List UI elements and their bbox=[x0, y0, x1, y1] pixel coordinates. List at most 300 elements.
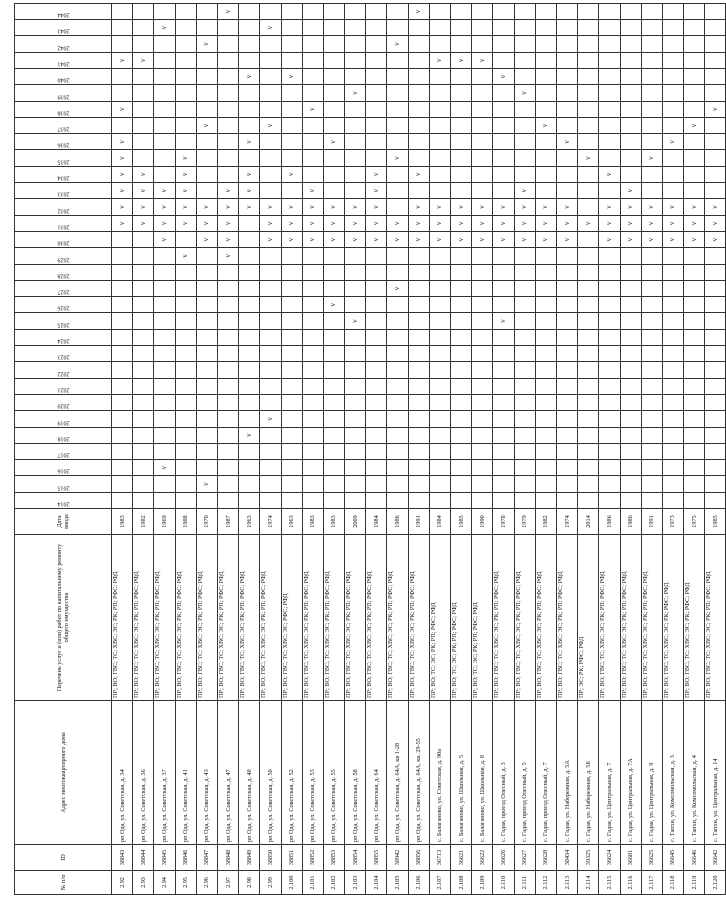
year-cell-2017 bbox=[408, 443, 429, 459]
year-cell-2025 bbox=[323, 313, 344, 329]
check-mark: v bbox=[393, 42, 402, 46]
header-id: ID bbox=[15, 845, 112, 871]
year-cell-2037 bbox=[705, 117, 726, 133]
row-address: рп Ода, ул. Советская, д. 58 bbox=[345, 701, 366, 845]
year-cell-2025 bbox=[133, 313, 154, 329]
year-cell-2029 bbox=[472, 248, 493, 264]
year-cell-2040 bbox=[578, 68, 599, 84]
year-cell-2028 bbox=[641, 264, 662, 280]
check-mark: v bbox=[202, 221, 211, 226]
table-row bbox=[493, 3, 514, 894]
year-cell-2030 bbox=[514, 231, 535, 247]
row-address: рп Ода, ул. Советская, д. 34 bbox=[112, 701, 133, 845]
year-cell-2036 bbox=[472, 134, 493, 150]
year-cell-2037 bbox=[620, 117, 641, 133]
check-mark: v bbox=[223, 9, 232, 14]
year-cell-2030 bbox=[451, 231, 472, 247]
header-year-2041 bbox=[15, 52, 112, 68]
year-cell-2034 bbox=[387, 166, 408, 182]
year-cell-2040 bbox=[662, 68, 683, 84]
year-cell-2042 bbox=[260, 36, 281, 52]
year-cell-2035 bbox=[217, 150, 238, 166]
header-year-2016 bbox=[15, 460, 112, 476]
check-mark: v bbox=[181, 205, 190, 209]
year-cell-2019 bbox=[641, 411, 662, 427]
year-cell-2039 bbox=[493, 85, 514, 101]
year-cell-2031 bbox=[281, 215, 302, 231]
check-mark: v bbox=[202, 123, 211, 128]
year-cell-2019 bbox=[620, 411, 641, 427]
year-cell-2015 bbox=[705, 476, 726, 492]
year-cell-2024 bbox=[323, 329, 344, 345]
year-cell-2024 bbox=[175, 329, 196, 345]
header-year-label: 2040 bbox=[57, 76, 69, 83]
check-mark: v bbox=[244, 140, 253, 144]
year-cell-2023 bbox=[260, 346, 281, 362]
year-cell-2020 bbox=[620, 394, 641, 410]
year-cell-2040 bbox=[260, 68, 281, 84]
header-year-label: 2021 bbox=[57, 386, 69, 393]
year-cell-2031 bbox=[387, 215, 408, 231]
check-mark: v bbox=[498, 74, 507, 79]
year-cell-2021 bbox=[429, 378, 450, 394]
year-cell-2034 bbox=[556, 166, 577, 182]
year-cell-2028 bbox=[345, 264, 366, 280]
table-row bbox=[408, 3, 429, 894]
year-cell-2032 bbox=[302, 199, 323, 215]
year-cell-2022 bbox=[472, 362, 493, 378]
check-mark: v bbox=[647, 156, 656, 160]
year-cell-2027 bbox=[239, 280, 260, 296]
year-cell-2022 bbox=[154, 362, 175, 378]
year-cell-2023 bbox=[366, 346, 387, 362]
year-cell-2032 bbox=[196, 199, 217, 215]
year-cell-2039 bbox=[578, 85, 599, 101]
year-cell-2032 bbox=[387, 199, 408, 215]
year-cell-2014 bbox=[175, 492, 196, 508]
year-cell-2014 bbox=[599, 492, 620, 508]
year-cell-2030 bbox=[366, 231, 387, 247]
year-cell-2019 bbox=[260, 411, 281, 427]
year-cell-2021 bbox=[662, 378, 683, 394]
year-cell-2019 bbox=[578, 411, 599, 427]
year-cell-2025 bbox=[175, 313, 196, 329]
year-cell-2015 bbox=[684, 476, 705, 492]
year-cell-2032 bbox=[472, 199, 493, 215]
check-mark: v bbox=[435, 237, 444, 242]
year-cell-2027 bbox=[578, 280, 599, 296]
year-cell-2040 bbox=[281, 68, 302, 84]
year-cell-2042 bbox=[578, 36, 599, 52]
year-cell-2044 bbox=[451, 3, 472, 19]
year-cell-2044 bbox=[239, 3, 260, 19]
year-cell-2014 bbox=[578, 492, 599, 508]
check-mark: v bbox=[498, 221, 507, 226]
year-cell-2028 bbox=[175, 264, 196, 280]
year-cell-2028 bbox=[429, 264, 450, 280]
header-year-label: 2020 bbox=[57, 402, 69, 409]
header-num: № п/п bbox=[15, 871, 112, 895]
check-mark: v bbox=[287, 237, 296, 242]
year-cell-2028 bbox=[662, 264, 683, 280]
year-cell-2027 bbox=[387, 280, 408, 296]
year-cell-2044 bbox=[429, 3, 450, 19]
year-cell-2041 bbox=[641, 52, 662, 68]
year-cell-2034 bbox=[641, 166, 662, 182]
year-cell-2044 bbox=[684, 3, 705, 19]
year-cell-2039 bbox=[239, 85, 260, 101]
year-cell-2030 bbox=[429, 231, 450, 247]
year-cell-2025 bbox=[366, 313, 387, 329]
year-cell-2032 bbox=[662, 199, 683, 215]
year-cell-2038 bbox=[429, 101, 450, 117]
header-year-label: 2016 bbox=[57, 467, 69, 474]
year-cell-2039 bbox=[154, 85, 175, 101]
year-cell-2033 bbox=[535, 183, 556, 199]
year-cell-2034 bbox=[112, 166, 133, 182]
year-cell-2039 bbox=[662, 85, 683, 101]
row-address: рп Ода, ул. Советская, д. 48 bbox=[239, 701, 260, 845]
year-cell-2016 bbox=[599, 460, 620, 476]
check-mark: v bbox=[350, 237, 359, 242]
year-cell-2023 bbox=[514, 346, 535, 362]
year-cell-2024 bbox=[599, 329, 620, 345]
year-cell-2043 bbox=[684, 20, 705, 36]
year-cell-2033 bbox=[514, 183, 535, 199]
year-cell-2024 bbox=[451, 329, 472, 345]
check-mark: v bbox=[265, 237, 274, 242]
row-address: с. Балаганово, ул. Школьная, д. 5 bbox=[451, 701, 472, 845]
year-cell-2040 bbox=[493, 68, 514, 84]
year-cell-2014 bbox=[662, 492, 683, 508]
year-cell-2015 bbox=[429, 476, 450, 492]
check-mark: v bbox=[117, 188, 126, 193]
check-mark: v bbox=[329, 303, 338, 307]
year-cell-2014 bbox=[239, 492, 260, 508]
year-cell-2025 bbox=[112, 313, 133, 329]
year-cell-2027 bbox=[472, 280, 493, 296]
year-cell-2021 bbox=[302, 378, 323, 394]
row-id: 38856 bbox=[408, 845, 429, 871]
header-year-label: 2025 bbox=[57, 321, 69, 328]
table-row bbox=[260, 3, 281, 894]
row-id: 36626 bbox=[493, 845, 514, 871]
check-mark: v bbox=[604, 205, 613, 209]
year-cell-2026 bbox=[217, 297, 238, 313]
year-cell-2032 bbox=[239, 199, 260, 215]
year-cell-2032 bbox=[133, 199, 154, 215]
year-cell-2019 bbox=[366, 411, 387, 427]
year-cell-2031 bbox=[472, 215, 493, 231]
year-cell-2041 bbox=[662, 52, 683, 68]
year-cell-2037 bbox=[514, 117, 535, 133]
year-cell-2028 bbox=[387, 264, 408, 280]
year-cell-2028 bbox=[599, 264, 620, 280]
year-cell-2036 bbox=[133, 134, 154, 150]
year-cell-2026 bbox=[705, 297, 726, 313]
year-cell-2041 bbox=[578, 52, 599, 68]
year-cell-2017 bbox=[578, 443, 599, 459]
year-cell-2035 bbox=[472, 150, 493, 166]
year-cell-2017 bbox=[429, 443, 450, 459]
year-cell-2029 bbox=[302, 248, 323, 264]
year-cell-2034 bbox=[684, 166, 705, 182]
header-row bbox=[15, 3, 112, 894]
year-cell-2038 bbox=[408, 101, 429, 117]
year-cell-2022 bbox=[662, 362, 683, 378]
year-cell-2016 bbox=[535, 460, 556, 476]
year-cell-2017 bbox=[323, 443, 344, 459]
row-services: ПР; ВО; ГВС; ТС; ХВС; ЭС; РК; РП; РФС; РФД bbox=[217, 535, 238, 701]
header-year-label: 2042 bbox=[57, 44, 69, 51]
year-cell-2038 bbox=[493, 101, 514, 117]
row-services: ПР; ВО; ГВС; ТС; ХВС; ЭС; РК; РП; РФС; РФД bbox=[620, 535, 641, 701]
check-mark: v bbox=[710, 107, 719, 111]
year-cell-2028 bbox=[154, 264, 175, 280]
year-cell-2037 bbox=[345, 117, 366, 133]
year-cell-2026 bbox=[345, 297, 366, 313]
year-cell-2030 bbox=[196, 231, 217, 247]
year-cell-2020 bbox=[556, 394, 577, 410]
year-cell-2041 bbox=[175, 52, 196, 68]
check-mark: v bbox=[223, 237, 232, 242]
header-year-2021 bbox=[15, 378, 112, 394]
year-cell-2027 bbox=[366, 280, 387, 296]
year-cell-2025 bbox=[556, 313, 577, 329]
check-mark: v bbox=[562, 140, 571, 144]
year-cell-2030 bbox=[472, 231, 493, 247]
row-num: 2.100 bbox=[281, 871, 302, 895]
table-row bbox=[662, 3, 683, 894]
year-cell-2041 bbox=[472, 52, 493, 68]
row-services: ПР; ВО; ГВС; ТС; ХВС; ЭС; РК; РП; РФС; РФД bbox=[196, 535, 217, 701]
year-cell-2044 bbox=[281, 3, 302, 19]
year-cell-2014 bbox=[705, 492, 726, 508]
year-cell-2025 bbox=[535, 313, 556, 329]
check-mark: v bbox=[562, 205, 571, 209]
header-year-label: 2037 bbox=[57, 125, 69, 132]
year-cell-2017 bbox=[599, 443, 620, 459]
year-cell-2024 bbox=[217, 329, 238, 345]
year-cell-2036 bbox=[662, 134, 683, 150]
year-cell-2027 bbox=[408, 280, 429, 296]
year-cell-2023 bbox=[705, 346, 726, 362]
header-year-2014 bbox=[15, 492, 112, 508]
year-cell-2014 bbox=[345, 492, 366, 508]
year-cell-2038 bbox=[260, 101, 281, 117]
year-cell-2025 bbox=[620, 313, 641, 329]
year-cell-2037 bbox=[429, 117, 450, 133]
check-mark: v bbox=[117, 221, 126, 226]
year-cell-2023 bbox=[429, 346, 450, 362]
year-cell-2037 bbox=[323, 117, 344, 133]
year-cell-2015 bbox=[323, 476, 344, 492]
year-cell-2032 bbox=[112, 199, 133, 215]
row-date: 1974 bbox=[556, 509, 577, 535]
year-cell-2016 bbox=[451, 460, 472, 476]
year-cell-2035 bbox=[387, 150, 408, 166]
check-mark: v bbox=[604, 221, 613, 226]
row-num: 2.108 bbox=[451, 871, 472, 895]
year-cell-2021 bbox=[599, 378, 620, 394]
check-mark: v bbox=[350, 319, 359, 323]
check-mark: v bbox=[329, 237, 338, 242]
year-cell-2026 bbox=[408, 297, 429, 313]
header-year-label: 2015 bbox=[57, 484, 69, 491]
year-cell-2018 bbox=[641, 427, 662, 443]
year-cell-2033 bbox=[302, 183, 323, 199]
row-date: 1979 bbox=[514, 509, 535, 535]
year-cell-2029 bbox=[535, 248, 556, 264]
year-cell-2028 bbox=[112, 264, 133, 280]
year-cell-2038 bbox=[599, 101, 620, 117]
year-cell-2038 bbox=[662, 101, 683, 117]
check-mark: v bbox=[626, 205, 635, 209]
year-cell-2033 bbox=[620, 183, 641, 199]
year-cell-2043 bbox=[705, 20, 726, 36]
year-cell-2039 bbox=[175, 85, 196, 101]
year-cell-2038 bbox=[239, 101, 260, 117]
row-id: 38847 bbox=[196, 845, 217, 871]
row-services: ПР; ВО; ГВС; ТС; ХВС; ЭС; РФС; РФД bbox=[281, 535, 302, 701]
year-cell-2025 bbox=[302, 313, 323, 329]
header-year-2017 bbox=[15, 443, 112, 459]
year-cell-2029 bbox=[387, 248, 408, 264]
header-year-label: 2039 bbox=[57, 93, 69, 100]
header-date: Дата ввода bbox=[15, 509, 112, 535]
year-cell-2043 bbox=[345, 20, 366, 36]
row-id: 36621 bbox=[451, 845, 472, 871]
year-cell-2044 bbox=[599, 3, 620, 19]
year-cell-2020 bbox=[239, 394, 260, 410]
year-cell-2042 bbox=[196, 36, 217, 52]
year-cell-2036 bbox=[345, 134, 366, 150]
year-cell-2016 bbox=[705, 460, 726, 476]
year-cell-2043 bbox=[196, 20, 217, 36]
year-cell-2034 bbox=[281, 166, 302, 182]
year-cell-2038 bbox=[514, 101, 535, 117]
year-cell-2034 bbox=[429, 166, 450, 182]
year-cell-2022 bbox=[620, 362, 641, 378]
header-year-label: 2022 bbox=[57, 370, 69, 377]
year-cell-2028 bbox=[217, 264, 238, 280]
check-mark: v bbox=[520, 221, 529, 226]
year-cell-2018 bbox=[302, 427, 323, 443]
header-year-2030 bbox=[15, 231, 112, 247]
year-cell-2020 bbox=[662, 394, 683, 410]
year-cell-2015 bbox=[366, 476, 387, 492]
year-cell-2017 bbox=[239, 443, 260, 459]
year-cell-2029 bbox=[641, 248, 662, 264]
row-address: с. Гадая, ул. Набережная, д. 5Б bbox=[578, 701, 599, 845]
check-mark: v bbox=[477, 237, 486, 242]
year-cell-2042 bbox=[217, 36, 238, 52]
check-mark: v bbox=[689, 205, 698, 209]
year-cell-2029 bbox=[133, 248, 154, 264]
year-cell-2034 bbox=[599, 166, 620, 182]
year-cell-2023 bbox=[620, 346, 641, 362]
year-cell-2016 bbox=[408, 460, 429, 476]
check-mark: v bbox=[265, 417, 274, 421]
year-cell-2024 bbox=[684, 329, 705, 345]
year-cell-2040 bbox=[451, 68, 472, 84]
check-mark: v bbox=[371, 237, 380, 242]
year-cell-2041 bbox=[599, 52, 620, 68]
year-cell-2038 bbox=[472, 101, 493, 117]
row-num: 2.113 bbox=[556, 871, 577, 895]
check-mark: v bbox=[393, 286, 402, 291]
year-cell-2034 bbox=[345, 166, 366, 182]
check-mark: v bbox=[520, 205, 529, 209]
year-cell-2033 bbox=[196, 183, 217, 199]
row-address: рп Ода, ул. Советская, д. 50 bbox=[260, 701, 281, 845]
year-cell-2031 bbox=[662, 215, 683, 231]
year-cell-2030 bbox=[323, 231, 344, 247]
row-date: 1984 bbox=[429, 509, 450, 535]
row-services: ПР; ВО; ГВС; ТС; ХВС; ЭС; РК; РП; РФС; РФД bbox=[493, 535, 514, 701]
year-cell-2020 bbox=[472, 394, 493, 410]
row-address: с. Тапхи, ул. Центральная, д. 14 bbox=[705, 701, 726, 845]
check-mark: v bbox=[159, 205, 168, 209]
year-cell-2025 bbox=[705, 313, 726, 329]
row-num: 2.105 bbox=[387, 871, 408, 895]
year-cell-2035 bbox=[620, 150, 641, 166]
year-cell-2018 bbox=[493, 427, 514, 443]
year-cell-2033 bbox=[260, 183, 281, 199]
row-address: рп Ода, ул. Советская, д. 64А, кв. 29-55 bbox=[408, 701, 429, 845]
year-cell-2025 bbox=[472, 313, 493, 329]
year-cell-2026 bbox=[260, 297, 281, 313]
year-cell-2021 bbox=[556, 378, 577, 394]
year-cell-2025 bbox=[684, 313, 705, 329]
year-cell-2014 bbox=[217, 492, 238, 508]
header-year-label: 2026 bbox=[57, 304, 69, 311]
header-year-2027 bbox=[15, 280, 112, 296]
year-cell-2040 bbox=[112, 68, 133, 84]
year-cell-2030 bbox=[154, 231, 175, 247]
year-cell-2015 bbox=[175, 476, 196, 492]
year-cell-2027 bbox=[451, 280, 472, 296]
year-cell-2030 bbox=[705, 231, 726, 247]
year-cell-2014 bbox=[535, 492, 556, 508]
check-mark: v bbox=[477, 221, 486, 226]
year-cell-2018 bbox=[451, 427, 472, 443]
year-cell-2026 bbox=[302, 297, 323, 313]
header-year-label: 2033 bbox=[57, 190, 69, 197]
year-cell-2024 bbox=[239, 329, 260, 345]
year-cell-2040 bbox=[408, 68, 429, 84]
year-cell-2044 bbox=[641, 3, 662, 19]
year-cell-2026 bbox=[154, 297, 175, 313]
year-cell-2016 bbox=[387, 460, 408, 476]
year-cell-2014 bbox=[281, 492, 302, 508]
year-cell-2028 bbox=[302, 264, 323, 280]
year-cell-2023 bbox=[451, 346, 472, 362]
year-cell-2037 bbox=[408, 117, 429, 133]
check-mark: v bbox=[710, 221, 719, 226]
year-cell-2044 bbox=[472, 3, 493, 19]
year-cell-2039 bbox=[472, 85, 493, 101]
year-cell-2019 bbox=[112, 411, 133, 427]
row-num: 2.107 bbox=[429, 871, 450, 895]
row-date: 1982 bbox=[535, 509, 556, 535]
year-cell-2043 bbox=[154, 20, 175, 36]
year-cell-2042 bbox=[239, 36, 260, 52]
table-row bbox=[387, 3, 408, 894]
check-mark: v bbox=[689, 237, 698, 242]
year-cell-2023 bbox=[578, 346, 599, 362]
year-cell-2020 bbox=[112, 394, 133, 410]
